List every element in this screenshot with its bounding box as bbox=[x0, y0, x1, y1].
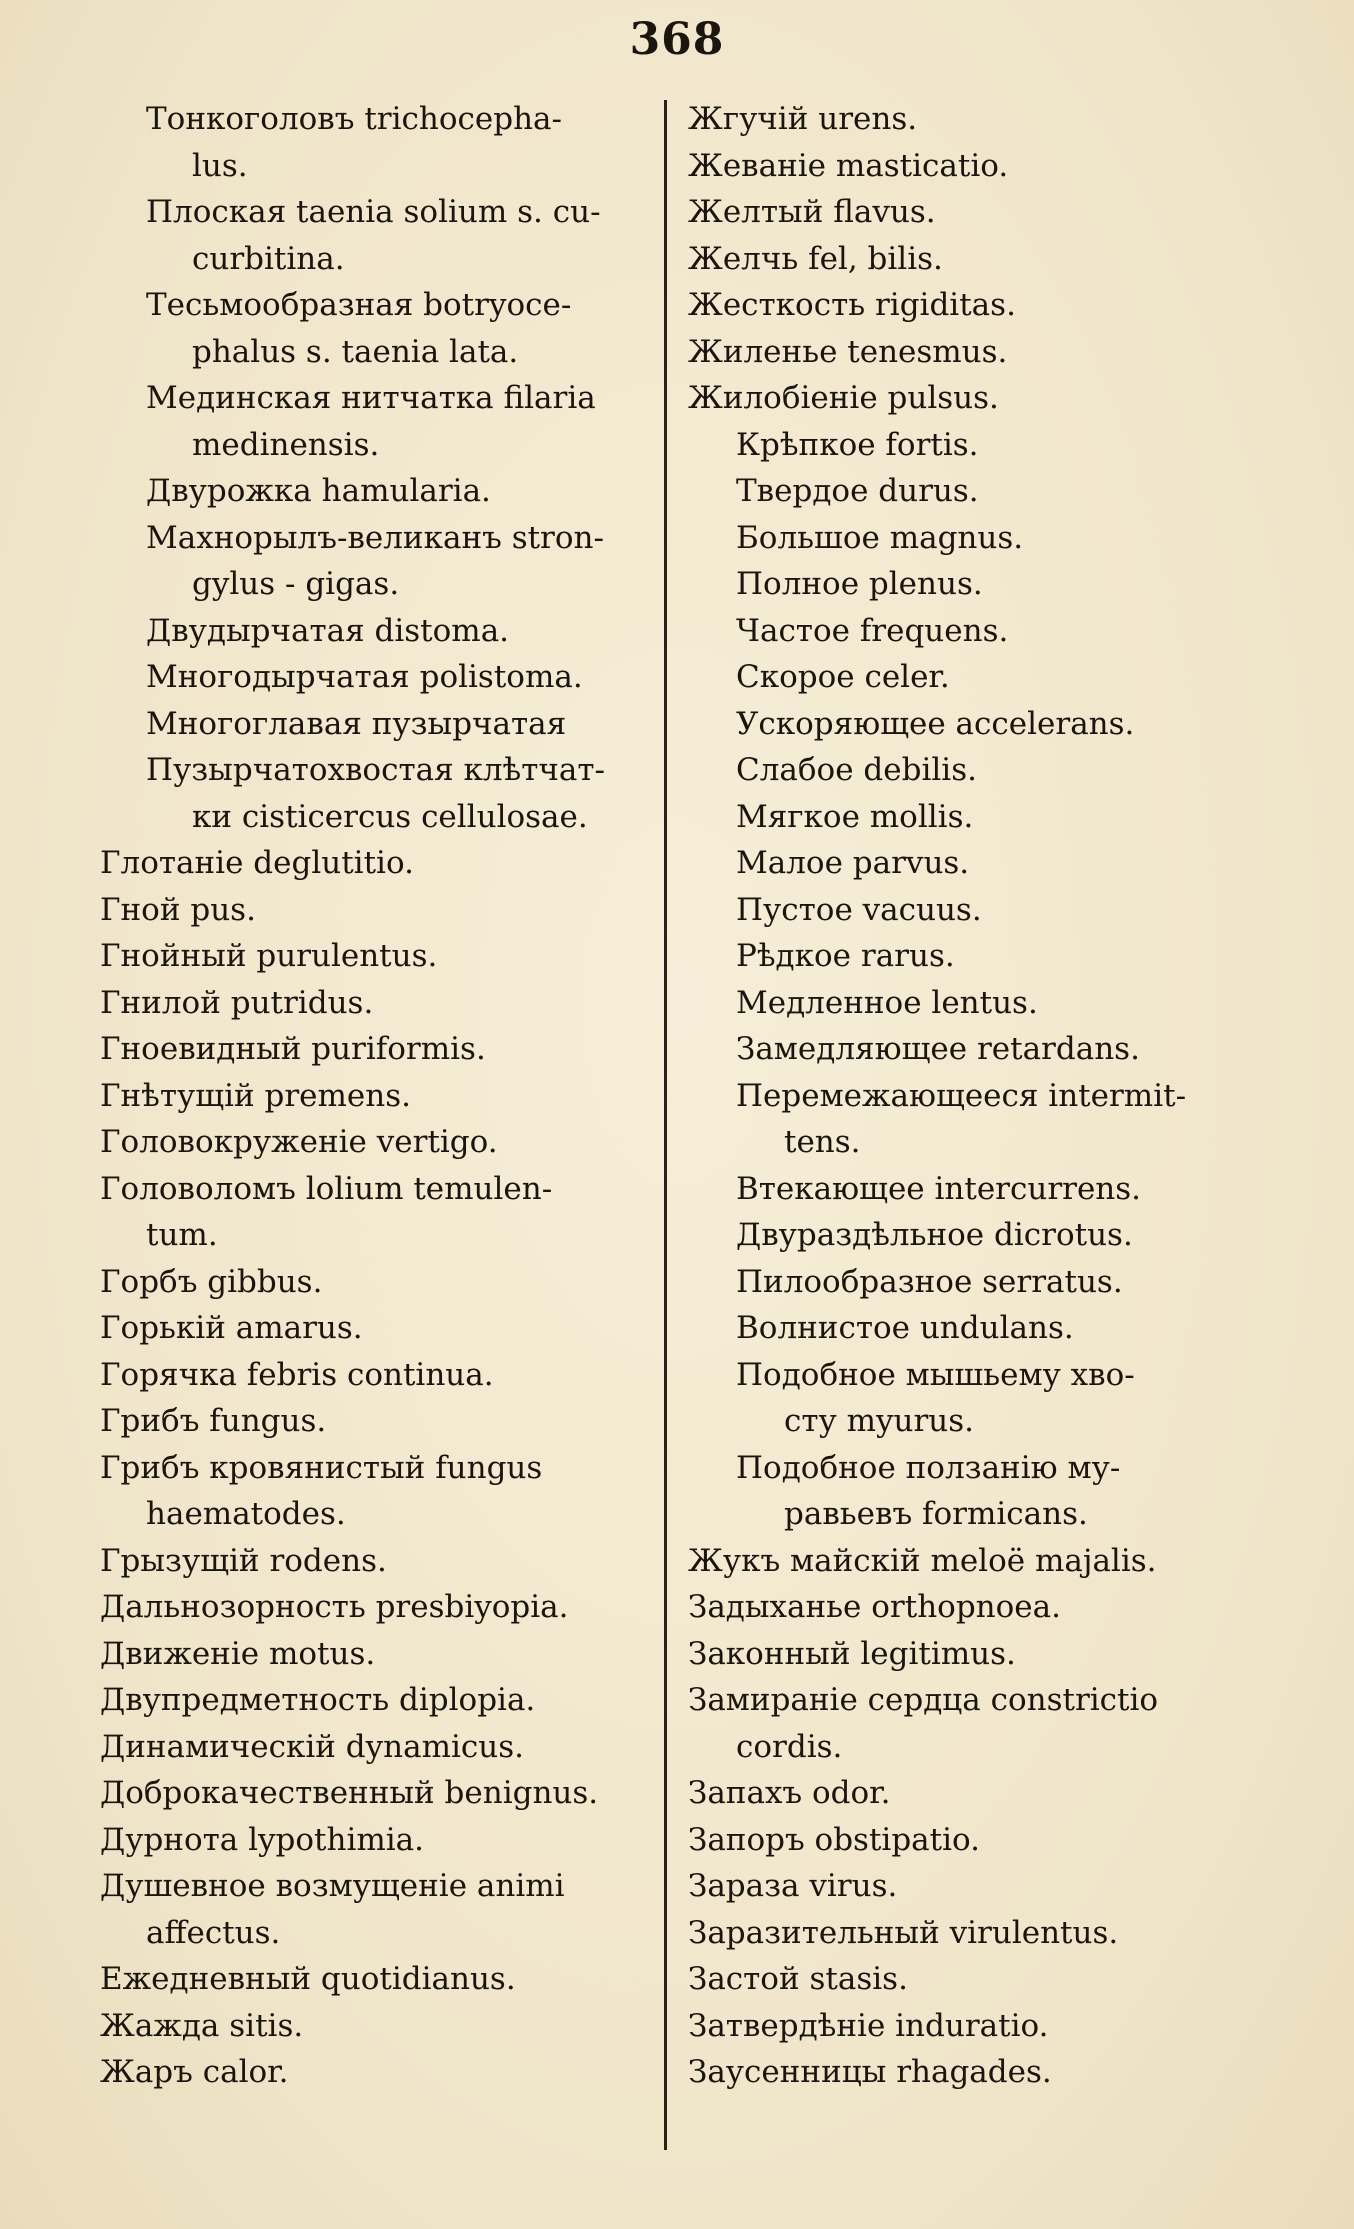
dictionary-entry bbox=[688, 1910, 1248, 1957]
dictionary-entry bbox=[688, 933, 1248, 980]
dictionary-entry bbox=[100, 1119, 645, 1166]
dictionary-entry bbox=[100, 887, 645, 934]
entry-headword-line: Зараза virus. bbox=[688, 1868, 898, 1904]
entry-continuation-line: ки cisticercus cellulosae. bbox=[192, 798, 588, 835]
dictionary-entry bbox=[688, 515, 1248, 562]
entry-continuation-line: tens. bbox=[784, 1124, 861, 1160]
entry-headword-line: Мягкое mollis. bbox=[736, 798, 974, 835]
dictionary-entry bbox=[100, 189, 645, 282]
dictionary-entry bbox=[688, 840, 1248, 887]
dictionary-entry bbox=[688, 1538, 1248, 1585]
entry-continuation-line: curbitina. bbox=[192, 240, 345, 277]
entry-headword-line: Жиленье tenesmus. bbox=[688, 333, 1008, 370]
dictionary-entry bbox=[688, 1073, 1248, 1166]
entry-headword-line: Горячка febris continua. bbox=[100, 1356, 494, 1393]
entry-headword-line: Крѣпкое fortis. bbox=[736, 426, 979, 463]
entry-headword-line: Двудырчатая distoma. bbox=[146, 612, 510, 649]
entry-headword-line: Горбъ gibbus. bbox=[100, 1263, 323, 1300]
dictionary-entry bbox=[688, 608, 1248, 655]
entry-headword-line: Пузырчатохвостая клѣтчат- bbox=[146, 752, 606, 788]
entry-headword-line: Жгучiй urens. bbox=[688, 101, 918, 137]
entry-headword-line: Задыханье orthopnoea. bbox=[688, 1589, 1061, 1625]
entry-headword-line: Жесткость rigiditas. bbox=[688, 287, 1016, 323]
entry-headword-line: Двурожка hamularia. bbox=[146, 473, 491, 509]
dictionary-entry bbox=[100, 1770, 645, 1817]
entry-headword-line: Плоская taenia solium s. cu- bbox=[146, 194, 601, 230]
dictionary-entry bbox=[688, 143, 1248, 190]
entry-headword-line: Пустое vacuus. bbox=[736, 891, 982, 928]
entry-headword-line: Затвердѣнiе induratio. bbox=[688, 2007, 1049, 2044]
entry-headword-line: Мединская нитчатка filaria bbox=[146, 380, 596, 416]
entry-headword-line: Душевное возмущенiе animi bbox=[100, 1868, 565, 1904]
entry-headword-line: Головокруженiе vertigo. bbox=[100, 1124, 498, 1160]
dictionary-entry bbox=[100, 1584, 645, 1631]
entry-headword-line: Волнистое undulans. bbox=[736, 1310, 1074, 1346]
dictionary-entry bbox=[688, 468, 1248, 515]
dictionary-entry bbox=[688, 1817, 1248, 1864]
right-column bbox=[688, 96, 1248, 2096]
entry-headword-line: Запахъ odor. bbox=[688, 1775, 891, 1811]
entry-headword-line: Заразительный virulentus. bbox=[688, 1914, 1119, 1951]
dictionary-entry bbox=[688, 1584, 1248, 1631]
dictionary-entry bbox=[100, 654, 645, 701]
dictionary-entry bbox=[688, 189, 1248, 236]
dictionary-entry bbox=[688, 96, 1248, 143]
dictionary-entry bbox=[100, 1026, 645, 1073]
entry-headword-line: Желтый flavus. bbox=[688, 194, 936, 230]
entry-headword-line: Полное plenus. bbox=[736, 566, 983, 602]
entry-headword-line: Многодырчатая polistoma. bbox=[146, 659, 583, 695]
entry-headword-line: Подобное ползанiю му- bbox=[736, 1449, 1121, 1486]
entry-headword-line: Скорое celer. bbox=[736, 659, 950, 695]
entry-headword-line: Грибъ fungus. bbox=[100, 1403, 327, 1439]
dictionary-entry bbox=[100, 1677, 645, 1724]
entry-headword-line: Жажда sitis. bbox=[100, 2007, 304, 2044]
entry-headword-line: Тонкоголовъ trichocepha- bbox=[146, 101, 562, 137]
dictionary-entry bbox=[688, 2049, 1248, 2096]
entry-headword-line: Горькiй amarus. bbox=[100, 1310, 363, 1346]
dictionary-entry bbox=[100, 1073, 645, 1120]
entry-headword-line: Дурнота lypothimia. bbox=[100, 1821, 425, 1858]
dictionary-entry bbox=[100, 1538, 645, 1585]
dictionary-entry bbox=[100, 96, 645, 189]
entry-headword-line: Гнойный purulentus. bbox=[100, 938, 438, 974]
entry-headword-line: Запоръ obstipatio. bbox=[688, 1821, 981, 1858]
entry-headword-line: Динамическiй dynamicus. bbox=[100, 1728, 524, 1765]
entry-headword-line: Головоломъ lolium temulen- bbox=[100, 1170, 553, 1207]
entry-headword-line: Перемежающееся intermit- bbox=[736, 1077, 1187, 1114]
dictionary-entry bbox=[100, 1352, 645, 1399]
dictionary-entry bbox=[100, 608, 645, 655]
dictionary-entry bbox=[100, 1817, 645, 1864]
entry-continuation-line: phalus s. taenia lata. bbox=[192, 333, 519, 370]
entry-continuation-line: tum. bbox=[146, 1217, 218, 1253]
entry-headword-line: Жилобiенiе pulsus. bbox=[688, 380, 999, 416]
dictionary-entry bbox=[688, 887, 1248, 934]
left-column bbox=[100, 96, 645, 2096]
dictionary-entry bbox=[688, 701, 1248, 748]
dictionary-entry bbox=[688, 422, 1248, 469]
entry-headword-line: Ускоряющее accelerans. bbox=[736, 705, 1135, 742]
entry-headword-line: Малое parvus. bbox=[736, 845, 970, 881]
dictionary-entry bbox=[100, 282, 645, 375]
entry-headword-line: Гной pus. bbox=[100, 891, 256, 928]
entry-headword-line: Жаръ calor. bbox=[100, 2054, 289, 2090]
dictionary-entry bbox=[100, 1724, 645, 1771]
entry-continuation-line: сту myurus. bbox=[784, 1403, 975, 1439]
dictionary-entry bbox=[100, 1445, 645, 1538]
entry-headword-line: Слабое debilis. bbox=[736, 752, 977, 788]
entry-headword-line: Двупредметность diplopia. bbox=[100, 1682, 536, 1718]
dictionary-entry bbox=[688, 1631, 1248, 1678]
dictionary-entry bbox=[688, 2003, 1248, 2050]
dictionary-entry bbox=[688, 282, 1248, 329]
entry-headword-line: Многоглавая пузырчатая bbox=[146, 705, 567, 742]
entry-headword-line: Грибъ кровянистый fungus bbox=[100, 1449, 543, 1486]
dictionary-entry bbox=[688, 1445, 1248, 1538]
entry-headword-line: Твердое durus. bbox=[736, 473, 979, 509]
dictionary-entry bbox=[100, 1305, 645, 1352]
dictionary-entry bbox=[688, 1677, 1248, 1770]
dictionary-entry bbox=[688, 1212, 1248, 1259]
entry-headword-line: Доброкачественный benignus. bbox=[100, 1775, 599, 1811]
dictionary-entry bbox=[688, 375, 1248, 422]
entry-headword-line: Махнорылъ-великанъ stron- bbox=[146, 519, 604, 556]
entry-headword-line: Большое magnus. bbox=[736, 519, 1024, 556]
dictionary-entry bbox=[100, 468, 645, 515]
dictionary-entry bbox=[688, 561, 1248, 608]
dictionary-entry bbox=[688, 747, 1248, 794]
entry-headword-line: Жукъ майскiй meloë majalis. bbox=[688, 1542, 1157, 1579]
dictionary-entry bbox=[100, 1259, 645, 1306]
dictionary-entry bbox=[688, 1956, 1248, 2003]
column-divider bbox=[664, 100, 667, 2150]
dictionary-entry bbox=[688, 236, 1248, 283]
entry-continuation-line: medinensis. bbox=[192, 426, 380, 463]
entry-headword-line: Ежедневный quotidianus. bbox=[100, 1961, 516, 1997]
entry-headword-line: Тесьмообразная botryoce- bbox=[146, 287, 572, 323]
entry-headword-line: Рѣдкое rarus. bbox=[736, 938, 955, 974]
entry-headword-line: Гнѣтущiй premens. bbox=[100, 1077, 411, 1114]
dictionary-entry bbox=[100, 1631, 645, 1678]
entry-headword-line: Замиранiе сердца constrictio bbox=[688, 1682, 1159, 1718]
dictionary-entry bbox=[688, 1352, 1248, 1445]
dictionary-entry bbox=[688, 1026, 1248, 1073]
entry-continuation-line: равьевъ formicans. bbox=[784, 1496, 1088, 1532]
entry-continuation-line: lus. bbox=[192, 147, 248, 184]
entry-headword-line: Движенiе motus. bbox=[100, 1635, 376, 1672]
entry-headword-line: Законный legitimus. bbox=[688, 1635, 1016, 1672]
dictionary-entry bbox=[688, 1863, 1248, 1910]
entry-headword-line: Дальнозорность presbiyopia. bbox=[100, 1589, 569, 1625]
dictionary-entry bbox=[100, 747, 645, 840]
entry-headword-line: Застой stasis. bbox=[688, 1961, 908, 1997]
dictionary-entry bbox=[100, 701, 645, 748]
entry-headword-line: Подобное мышьему хво- bbox=[736, 1356, 1135, 1393]
entry-headword-line: Втекающее intercurrens. bbox=[736, 1170, 1142, 1207]
dictionary-entry bbox=[100, 1863, 645, 1956]
entry-continuation-line: gylus - gigas. bbox=[192, 566, 400, 602]
dictionary-entry bbox=[688, 1770, 1248, 1817]
entry-headword-line: Глотанiе deglutitio. bbox=[100, 845, 414, 881]
page-number: 368 bbox=[629, 14, 725, 65]
entry-headword-line: Грызущiй rodens. bbox=[100, 1542, 387, 1579]
dictionary-entry bbox=[100, 1398, 645, 1445]
entry-headword-line: Гноевидный puriformis. bbox=[100, 1031, 486, 1067]
entry-continuation-line: cordis. bbox=[736, 1728, 843, 1765]
dictionary-entry bbox=[100, 2003, 645, 2050]
entry-headword-line: Двураздѣльное dicrotus. bbox=[736, 1217, 1133, 1253]
dictionary-entry bbox=[688, 980, 1248, 1027]
dictionary-entry bbox=[100, 933, 645, 980]
dictionary-entry bbox=[100, 2049, 645, 2096]
entry-headword-line: Жеванiе masticatio. bbox=[688, 147, 1009, 184]
entry-headword-line: Замедляющее retardans. bbox=[736, 1031, 1140, 1067]
entry-headword-line: Частое frequens. bbox=[736, 612, 1009, 649]
dictionary-entry bbox=[100, 980, 645, 1027]
entry-headword-line: Гнилой putridus. bbox=[100, 984, 374, 1021]
dictionary-entry bbox=[688, 1166, 1248, 1213]
entry-headword-line: Медленное lentus. bbox=[736, 984, 1038, 1021]
dictionary-entry bbox=[688, 1305, 1248, 1352]
entry-headword-line: Заусенницы rhagades. bbox=[688, 2054, 1052, 2090]
dictionary-entry bbox=[688, 654, 1248, 701]
dictionary-entry bbox=[100, 1956, 645, 2003]
entry-headword-line: Пилообразное serratus. bbox=[736, 1263, 1123, 1300]
dictionary-entry bbox=[100, 375, 645, 468]
entry-continuation-line: haematodes. bbox=[146, 1496, 346, 1532]
dictionary-entry bbox=[688, 794, 1248, 841]
dictionary-entry bbox=[100, 840, 645, 887]
dictionary-entry bbox=[688, 1259, 1248, 1306]
dictionary-entry bbox=[688, 329, 1248, 376]
dictionary-entry bbox=[100, 515, 645, 608]
dictionary-entry bbox=[100, 1166, 645, 1259]
entry-headword-line: Желчь fel, bilis. bbox=[688, 240, 943, 277]
entry-continuation-line: affectus. bbox=[146, 1914, 281, 1951]
